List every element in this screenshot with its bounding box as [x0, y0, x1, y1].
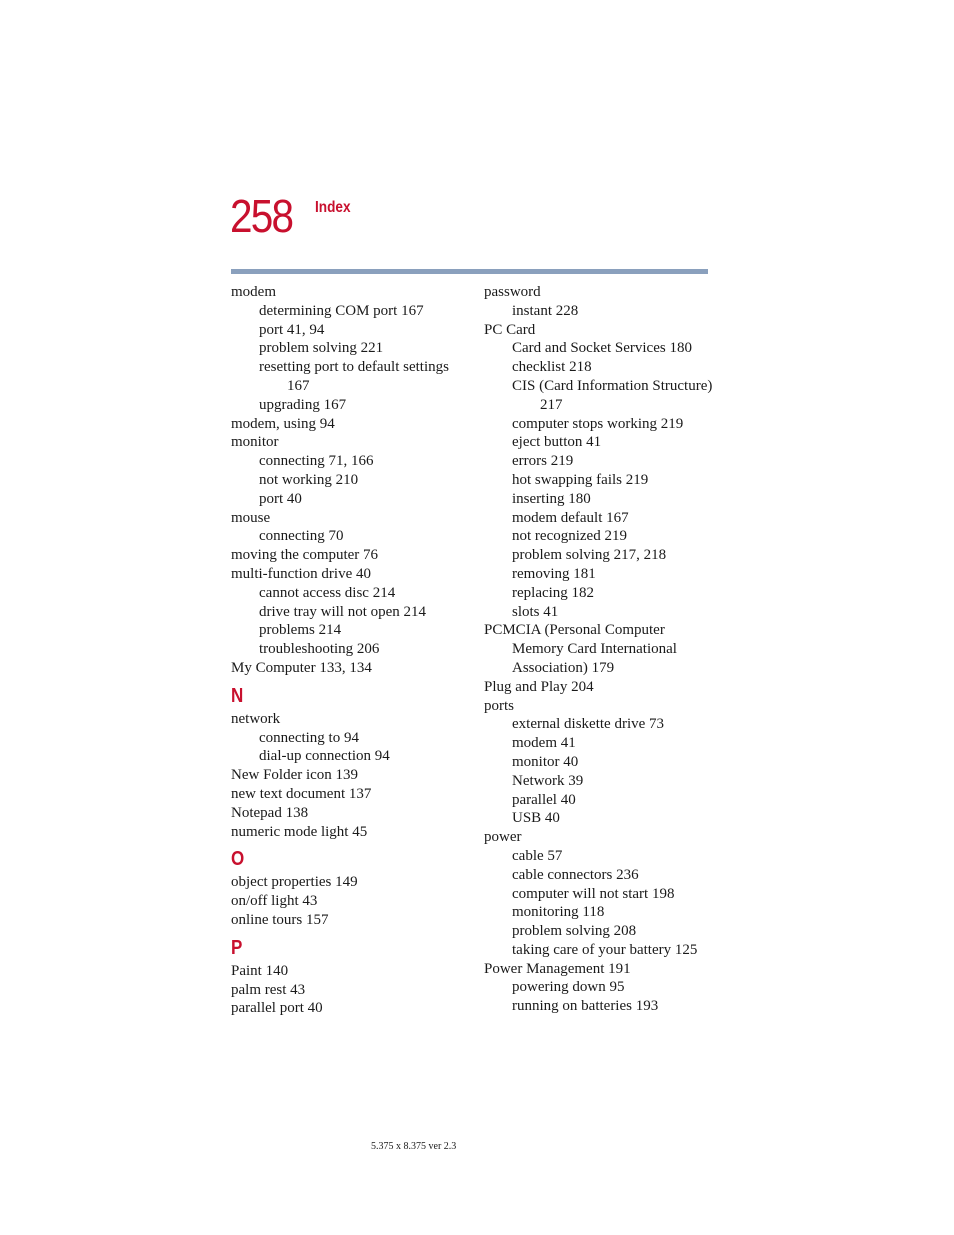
index-column-left	[231, 283, 466, 1018]
index-entry: numeric mode light 45	[231, 823, 368, 840]
index-entry: My Computer 133, 134	[231, 659, 372, 676]
index-subentry: problem solving 208	[512, 923, 637, 940]
index-entry: modem	[231, 284, 276, 300]
index-subentry: running on batteries 193	[512, 998, 659, 1015]
header-rule	[231, 269, 708, 274]
index-subentry: upgrading 167	[259, 396, 347, 413]
index-entry: palm rest 43	[231, 981, 306, 998]
section-letter-o: O	[231, 848, 245, 871]
index-subentry: slots 41	[512, 603, 559, 620]
index-subentry: determining COM port 167	[259, 302, 424, 319]
index-subentry: instant 228	[512, 302, 579, 319]
index-column-right	[484, 283, 724, 1016]
index-subentry: monitoring 118	[512, 904, 605, 921]
index-subentry: problem solving 217, 218	[512, 547, 667, 564]
index-entry: modem, using 94	[231, 415, 335, 432]
section-title: Index	[315, 199, 351, 216]
index-subentry: connecting 70	[259, 528, 344, 545]
index-subentry: external diskette drive 73	[512, 716, 665, 733]
index-subentry: removing 181	[512, 565, 596, 582]
index-subentry: taking care of your battery 125	[512, 941, 698, 958]
index-entry: New Folder icon 139	[231, 767, 359, 784]
section-letter-p: P	[231, 936, 243, 959]
index-subentry: problem solving 221	[259, 340, 384, 357]
index-entry: object properties 149	[231, 874, 358, 891]
index-subentry: hot swapping fails 219	[512, 471, 649, 488]
index-subentry: parallel 40	[512, 791, 576, 808]
index-subentry: troubleshooting 206	[259, 641, 380, 658]
footer-version: 5.375 x 8.375 ver 2.3	[371, 1141, 457, 1152]
index-entry: Paint 140	[231, 962, 289, 979]
index-entry: password	[484, 284, 541, 300]
index-subentry: problems 214	[259, 622, 342, 639]
page-number: 258	[230, 190, 293, 242]
index-subentry: modem default 167	[512, 509, 629, 526]
index-entry: mouse	[231, 509, 271, 526]
index-subentry: checklist 218	[512, 359, 592, 376]
index-entry: online tours 157	[231, 911, 329, 928]
index-subentry: dial-up connection 94	[259, 748, 390, 765]
index-subentry: powering down 95	[512, 979, 625, 996]
index-subentry: connecting 71, 166	[259, 453, 374, 470]
index-entry: Power Management 191	[484, 960, 631, 977]
index-subentry: Network 39	[512, 772, 584, 789]
index-subentry: replacing 182	[512, 584, 595, 601]
index-entry: monitor	[231, 434, 279, 451]
index-entry: moving the computer 76	[231, 547, 379, 564]
index-subentry: not working 210	[259, 471, 359, 488]
index-entry: Plug and Play 204	[484, 678, 594, 695]
index-entry-continuation: Association) 179	[512, 659, 615, 676]
index-entry: PC Card	[484, 321, 536, 338]
index-subentry: computer will not start 198	[512, 885, 675, 902]
section-letter-n: N	[231, 684, 244, 707]
index-subentry: modem 41	[512, 735, 576, 752]
index-subentry-continuation: 217	[540, 396, 563, 413]
index-entry: on/off light 43	[231, 893, 318, 910]
index-entry: Notepad 138	[231, 804, 309, 821]
index-subentry: not recognized 219	[512, 528, 627, 545]
index-subentry: port 41, 94	[259, 321, 325, 338]
index-subentry: eject button 41	[512, 434, 602, 451]
index-entry: power	[484, 829, 522, 846]
index-subentry: computer stops working 219	[512, 415, 684, 432]
index-subentry: cannot access disc 214	[259, 584, 396, 601]
index-entry: new text document 137	[231, 785, 372, 802]
index-entry-continuation: Memory Card International	[512, 641, 677, 658]
index-entry: multi-function drive 40	[231, 565, 371, 582]
index-entry: parallel port 40	[231, 1000, 323, 1017]
index-subentry: inserting 180	[512, 490, 591, 507]
index-subentry: drive tray will not open 214	[259, 603, 427, 620]
index-subentry-continuation: 167	[287, 377, 310, 394]
index-subentry: Card and Socket Services 180	[512, 340, 692, 357]
index-subentry: errors 219	[512, 453, 574, 470]
index-subentry: monitor 40	[512, 753, 579, 770]
index-subentry: resetting port to default settings	[259, 359, 449, 376]
index-subentry: USB 40	[512, 810, 560, 827]
index-subentry: connecting to 94	[259, 729, 359, 746]
index-subentry: cable 57	[512, 847, 563, 864]
index-subentry: cable connectors 236	[512, 866, 639, 883]
index-subentry: CIS (Card Information Structure)	[512, 377, 713, 394]
index-entry: ports	[484, 697, 514, 714]
index-subentry: port 40	[259, 490, 302, 507]
index-entry: PCMCIA (Personal Computer	[484, 622, 665, 639]
index-entry: network	[231, 710, 281, 727]
